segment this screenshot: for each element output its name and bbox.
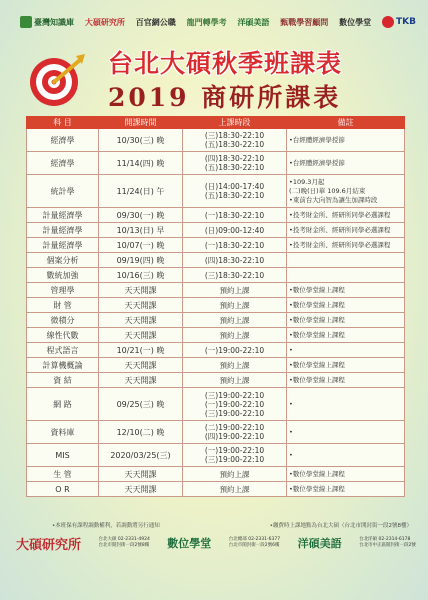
table-row	[27, 482, 405, 497]
cell-session: 預約上課	[183, 298, 287, 313]
cell-subject: 統計學	[27, 175, 99, 208]
cell-subject: 資料庫	[27, 421, 99, 444]
cell-session: (一)19:00-22:10 (三)19:00-22:10	[183, 444, 287, 467]
table-header-row	[27, 117, 405, 129]
table-row	[27, 175, 405, 208]
header-session: 上課時段	[183, 117, 287, 129]
table-row	[27, 283, 405, 298]
cell-note: •投考財金所、經研所同學必選課程	[287, 223, 405, 238]
footer-brand: 大碩研究所	[16, 537, 82, 553]
partner-logo: 臺灣知識庫	[20, 16, 74, 28]
cell-note: •數位學堂線上課程	[287, 328, 405, 343]
table-row	[27, 444, 405, 467]
cell-note: •	[287, 343, 405, 358]
cell-subject: 資 結	[27, 373, 99, 388]
cell-note: •台經體經濟學授節	[287, 152, 405, 175]
cell-start-time: 09/25(三) 晚	[99, 388, 183, 421]
cell-note: •	[287, 444, 405, 467]
cell-start-time: 天天開課	[99, 482, 183, 497]
cell-subject: 程式語言	[27, 343, 99, 358]
footnote: •繳費時上課地點為台北大碩（台北市開封街一段2號8樓）	[269, 523, 412, 529]
table-row	[27, 467, 405, 482]
cell-session: (一)19:00-22:10	[183, 343, 287, 358]
cell-session: (三)19:00-22:10 (一)19:00-22:10 (三)19:00-22:10	[183, 388, 287, 421]
cell-subject: 生 管	[27, 467, 99, 482]
cell-note: •數位學堂線上課程	[287, 482, 405, 497]
partner-logos	[20, 10, 416, 34]
table-row	[27, 238, 405, 253]
partner-logo: 百官網公職	[135, 17, 176, 27]
partner-logo: 數位學堂	[339, 17, 372, 27]
cell-subject: 數統加強	[27, 268, 99, 283]
page-subtitle: 2019 商研所課表	[108, 83, 342, 112]
cell-session: (日)09:00-12:40	[183, 223, 287, 238]
footer-address: 台北洋碩 02-2314-6178 台北市中正區開封街一段2號	[359, 537, 416, 548]
cell-subject: 個案分析	[27, 253, 99, 268]
cell-session: 預約上課	[183, 467, 287, 482]
table-row	[27, 268, 405, 283]
partner-logo: TKB	[382, 16, 416, 28]
cell-session: 預約上課	[183, 373, 287, 388]
cell-note: •投考財金所、經研所同學必選課程	[287, 238, 405, 253]
cell-note: •	[287, 388, 405, 421]
cell-note: •數位學堂線上課程	[287, 358, 405, 373]
footer-brand: 數位學堂	[167, 537, 212, 550]
page-title: 台北大碩秋季班課表	[108, 49, 343, 78]
table-row	[27, 208, 405, 223]
cell-start-time: 天天開課	[99, 467, 183, 482]
table-row	[27, 343, 405, 358]
partner-logo: 大碩研究所	[84, 17, 125, 27]
cell-session: (三)18:30-22:10 (五)18:30-22:10	[183, 129, 287, 152]
cell-subject: 經濟學	[27, 129, 99, 152]
table-row	[27, 223, 405, 238]
header-note: 備註	[287, 117, 405, 129]
logo-mark-icon	[382, 16, 394, 28]
cell-note: •數位學堂線上課程	[287, 283, 405, 298]
cell-subject: 計量經濟學	[27, 238, 99, 253]
cell-session: 預約上課	[183, 283, 287, 298]
footnotes	[52, 521, 412, 529]
table-row	[27, 298, 405, 313]
cell-start-time: 11/14(四) 晚	[99, 152, 183, 175]
cell-start-time: 10/07(一) 晚	[99, 238, 183, 253]
cell-note: •投考財金所、經研所同學必選課程	[287, 208, 405, 223]
table-row	[27, 253, 405, 268]
cell-start-time: 天天開課	[99, 373, 183, 388]
cell-session: (四)18:30-22:10 (五)18:30-22:10	[183, 152, 287, 175]
cell-start-time: 10/30(三) 晚	[99, 129, 183, 152]
cell-start-time: 12/10(二) 晚	[99, 421, 183, 444]
cell-session: (日)14:00-17:40 (五)18:30-22:10	[183, 175, 287, 208]
cell-start-time: 09/30(一) 晚	[99, 208, 183, 223]
cell-start-time: 天天開課	[99, 358, 183, 373]
cell-note: •數位學堂線上課程	[287, 467, 405, 482]
cell-note	[287, 253, 405, 268]
cell-start-time: 10/13(日) 早	[99, 223, 183, 238]
cell-subject: 計量經濟學	[27, 223, 99, 238]
cell-subject: 經濟學	[27, 152, 99, 175]
table-row	[27, 421, 405, 444]
cell-start-time: 天天開課	[99, 283, 183, 298]
table-row	[27, 373, 405, 388]
cell-subject: 財 管	[27, 298, 99, 313]
footer-brand: 洋碩美語	[297, 537, 342, 550]
cell-session: 預約上課	[183, 328, 287, 343]
cell-subject: 線性代數	[27, 328, 99, 343]
cell-session: (三)18:30-22:10	[183, 268, 287, 283]
cell-note	[287, 268, 405, 283]
cell-session: (四)18:30-22:10	[183, 253, 287, 268]
cell-start-time: 天天開課	[99, 313, 183, 328]
cell-session: 預約上課	[183, 313, 287, 328]
cell-subject: 管理學	[27, 283, 99, 298]
cell-note: •台經體經濟學授節	[287, 129, 405, 152]
footer-branches	[16, 532, 416, 554]
table-row	[27, 388, 405, 421]
table-row	[27, 358, 405, 373]
table-row	[27, 313, 405, 328]
cell-start-time: 11/24(日) 午	[99, 175, 183, 208]
target-icon	[28, 52, 86, 110]
cell-session: 預約上課	[183, 482, 287, 497]
cell-subject: 計算機概論	[27, 358, 99, 373]
footer-address: 台北總部 02-2331-6377 台北市開封街一段2號6樓	[228, 537, 281, 548]
table-row	[27, 328, 405, 343]
cell-start-time: 天天開課	[99, 328, 183, 343]
table-row	[27, 129, 405, 152]
cell-session: (一)18:30-22:10	[183, 238, 287, 253]
partner-logo: 龍門轉學考	[186, 17, 227, 27]
cell-start-time: 10/21(一) 晚	[99, 343, 183, 358]
cell-session: (二)19:00-22:10 (四)19:00-22:10	[183, 421, 287, 444]
cell-subject: O R	[27, 482, 99, 497]
cell-subject: 網 路	[27, 388, 99, 421]
header-subject: 科 目	[27, 117, 99, 129]
cell-note: •數位學堂線上課程	[287, 373, 405, 388]
cell-start-time: 天天開課	[99, 298, 183, 313]
cell-session: 預約上課	[183, 358, 287, 373]
footnote: •本班保有課程調動權利，若調動將另行通知	[52, 523, 160, 529]
cell-start-time: 2020/03/25(三)	[99, 444, 183, 467]
cell-session: (一)18:30-22:10	[183, 208, 287, 223]
cell-note: •數位學堂線上課程	[287, 298, 405, 313]
cell-start-time: 10/16(三) 晚	[99, 268, 183, 283]
cell-subject: MIS	[27, 444, 99, 467]
header-start-time: 開課時間	[99, 117, 183, 129]
cell-start-time: 09/19(四) 晚	[99, 253, 183, 268]
footer-address: 台北大碩 02-2331-4924 台北市開封街一段2號8樓	[98, 537, 150, 548]
cell-subject: 微積分	[27, 313, 99, 328]
course-schedule-table	[26, 116, 405, 497]
cell-subject: 計量經濟學	[27, 208, 99, 223]
partner-logo: 洋碩美語	[237, 17, 270, 27]
cell-note: •	[287, 421, 405, 444]
logo-mark-icon	[20, 16, 32, 28]
table-row	[27, 152, 405, 175]
partner-logo: 甄戰學習顧問	[280, 17, 329, 27]
cell-note: •數位學堂線上課程	[287, 313, 405, 328]
cell-note: •109.3月起 (二)晚(日)華 109.6月結束 •東前台大向智為讓生加課時段	[287, 175, 405, 208]
